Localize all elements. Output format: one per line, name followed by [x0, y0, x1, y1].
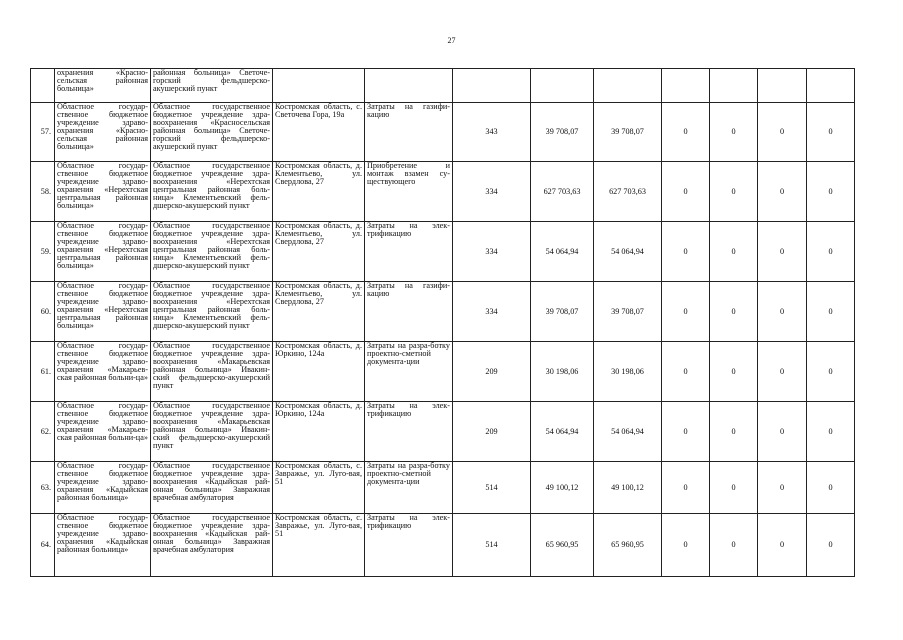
cell-code: 334 [453, 162, 531, 222]
cell-num: 59. [31, 222, 55, 282]
cell-facility: Областное государственное бюджетное учреждение здра-воохранения «Макарьевская районная больница» Ивакин-ский фельдшерско-акушерский пункт [151, 342, 273, 402]
cell-c4: 0 [807, 514, 855, 577]
cell-total: 54 064,94 [531, 222, 594, 282]
cell-name: Областное государ-ственное бюджетное учреждение здраво-охранения «Макарьев-ская районная больни-ца» [55, 402, 151, 462]
cell-address [273, 69, 365, 103]
cell-address: Костромская область, д. Клементьево, ул. Свердлова, 27 [273, 162, 365, 222]
cell-total: 30 198,06 [531, 342, 594, 402]
cell-address: Костромская область, с. Завражье, ул. Луго-вая, 51 [273, 462, 365, 514]
cell-address: Костромская область, с. Светочева Гора, 19а [273, 103, 365, 162]
cell-c2: 0 [710, 103, 758, 162]
cell-c2: 0 [710, 222, 758, 282]
cell-c3: 0 [758, 103, 807, 162]
cell-c2: 0 [710, 402, 758, 462]
cell-code: 514 [453, 514, 531, 577]
cell-c1 [662, 69, 710, 103]
cell-c1: 0 [662, 514, 710, 577]
cell-c2 [710, 69, 758, 103]
cell-num: 61. [31, 342, 55, 402]
cell-purpose: Приобретение и монтаж взамен су-ществующего [365, 162, 453, 222]
cell-purpose: Затраты на газифи-кацию [365, 103, 453, 162]
cell-facility: Областное государственное бюджетное учреждение здра-воохранения «Макарьевская районная больница» Ивакин-ский фельдшерско-акушерский пункт [151, 402, 273, 462]
cell-name: Областное государ-ственное бюджетное учреждение здраво-охранения «Кадыйская районная больница» [55, 462, 151, 514]
cell-c4: 0 [807, 282, 855, 342]
table-row [31, 342, 855, 402]
cell-c2: 0 [710, 462, 758, 514]
cell-c1: 0 [662, 103, 710, 162]
cell-address: Костромская область, д. Клементьево, ул. Свердлова, 27 [273, 222, 365, 282]
cell-c3: 0 [758, 342, 807, 402]
cell-c3: 0 [758, 462, 807, 514]
cell-address: Костромская область, д. Юркино, 124а [273, 342, 365, 402]
cell-num: 63. [31, 462, 55, 514]
cell-facility: Областное государственное бюджетное учреждение здра-воохранения «Нерехтская центральная районная боль-ница» Клементьевский фель-дшерско-акушерский пункт [151, 282, 273, 342]
cell-total: 49 100,12 [531, 462, 594, 514]
cell-facility: районная больница» Светоче-горский фельдшерско-акушерский пункт [151, 69, 273, 103]
cell-c2: 0 [710, 282, 758, 342]
cell-facility: Областное государственное бюджетное учреждение здра-воохранения «Красносельская районная больница» Светоче-горский фельдшерско-акушерский пункт [151, 103, 273, 162]
cell-total [531, 69, 594, 103]
cell-total: 54 064,94 [531, 402, 594, 462]
cell-c1: 0 [662, 222, 710, 282]
cell-name: Областное государ-ственное бюджетное учреждение здраво-охранения «Макарьев-ская районная больни-ца» [55, 342, 151, 402]
cell-c1: 0 [662, 402, 710, 462]
cell-purpose: Затраты на элек-трификацию [365, 222, 453, 282]
cell-purpose: Затраты на элек-трификацию [365, 514, 453, 577]
cell-c3 [758, 69, 807, 103]
cell-c1: 0 [662, 342, 710, 402]
table-row [31, 402, 855, 462]
cell-code [453, 69, 531, 103]
table-row [31, 282, 855, 342]
cell-name: Областное государ-ственное бюджетное учреждение здраво-охранения «Кадыйская районная больница» [55, 514, 151, 577]
cell-purpose: Затраты на газифи-кацию [365, 282, 453, 342]
cell-facility: Областное государственное бюджетное учреждение здра-воохранения «Нерехтская центральная районная боль-ница» Клементьевский фель-дшерско-акушерский пункт [151, 162, 273, 222]
table-row [31, 514, 855, 577]
cell-num: 57. [31, 103, 55, 162]
cell-c4 [807, 69, 855, 103]
cell-code: 209 [453, 402, 531, 462]
cell-c2: 0 [710, 514, 758, 577]
table-row [31, 222, 855, 282]
cell-num: 62. [31, 402, 55, 462]
cell-total: 627 703,63 [531, 162, 594, 222]
cell-c2: 0 [710, 162, 758, 222]
cell-facility: Областное государственное бюджетное учреждение здра-воохранения «Кадыйская рай-онная больница» Завражная врачебная амбулатория [151, 514, 273, 577]
cell-amount: 65 960,95 [594, 514, 662, 577]
cell-c4: 0 [807, 222, 855, 282]
cell-amount: 54 064,94 [594, 222, 662, 282]
cell-name: Областное государ-ственное бюджетное учреждение здраво-охранения «Красно-сельская районная больница» [55, 103, 151, 162]
cell-c4: 0 [807, 342, 855, 402]
table-row-continuation [31, 69, 855, 103]
cell-c3: 0 [758, 514, 807, 577]
cell-num [31, 69, 55, 103]
cell-address: Костромская область, д. Юркино, 124а [273, 402, 365, 462]
cell-amount: 30 198,06 [594, 342, 662, 402]
cell-facility: Областное государственное бюджетное учреждение здра-воохранения «Кадыйская рай-онная больница» Завражная врачебная амбулатория [151, 462, 273, 514]
cell-name: Областное государ-ственное бюджетное учреждение здраво-охранения «Нерехтская центральная районная больница» [55, 162, 151, 222]
table-row [31, 162, 855, 222]
cell-amount: 54 064,94 [594, 402, 662, 462]
cell-name: Областное государ-ственное бюджетное учреждение здраво-охранения «Нерехтская центральная районная больница» [55, 222, 151, 282]
cell-c3: 0 [758, 222, 807, 282]
cell-code: 334 [453, 282, 531, 342]
cell-purpose [365, 69, 453, 103]
page-number: 27 [447, 36, 456, 45]
budget-table [30, 68, 855, 577]
cell-c2: 0 [710, 342, 758, 402]
cell-code: 514 [453, 462, 531, 514]
cell-c4: 0 [807, 103, 855, 162]
cell-code: 343 [453, 103, 531, 162]
cell-amount [594, 69, 662, 103]
cell-code: 334 [453, 222, 531, 282]
cell-address: Костромская область, д. Клементьево, ул. Свердлова, 27 [273, 282, 365, 342]
cell-purpose: Затраты на разра-ботку проектно-сметной документа-ции [365, 342, 453, 402]
cell-purpose: Затраты на элек-трификацию [365, 402, 453, 462]
cell-name: охранения «Красно-сельская районная больница» [55, 69, 151, 103]
table-row [31, 103, 855, 162]
cell-total: 65 960,95 [531, 514, 594, 577]
cell-c3: 0 [758, 162, 807, 222]
cell-total: 39 708,07 [531, 103, 594, 162]
cell-num: 60. [31, 282, 55, 342]
cell-c4: 0 [807, 402, 855, 462]
cell-name: Областное государ-ственное бюджетное учреждение здраво-охранения «Нерехтская центральная районная больница» [55, 282, 151, 342]
cell-c4: 0 [807, 462, 855, 514]
cell-c1: 0 [662, 162, 710, 222]
cell-address: Костромская область, с. Завражье, ул. Луго-вая, 51 [273, 514, 365, 577]
cell-c3: 0 [758, 282, 807, 342]
cell-code: 209 [453, 342, 531, 402]
cell-c4: 0 [807, 162, 855, 222]
table-row [31, 462, 855, 514]
cell-amount: 49 100,12 [594, 462, 662, 514]
cell-num: 64. [31, 514, 55, 577]
cell-c3: 0 [758, 402, 807, 462]
cell-amount: 627 703,63 [594, 162, 662, 222]
cell-num: 58. [31, 162, 55, 222]
cell-amount: 39 708,07 [594, 282, 662, 342]
cell-facility: Областное государственное бюджетное учреждение здра-воохранения «Нерехтская центральная районная боль-ница» Клементьевский фель-дшерско-акушерский пункт [151, 222, 273, 282]
cell-amount: 39 708,07 [594, 103, 662, 162]
cell-total: 39 708,07 [531, 282, 594, 342]
cell-c1: 0 [662, 282, 710, 342]
cell-c1: 0 [662, 462, 710, 514]
cell-purpose: Затраты на разра-ботку проектно-сметной документа-ции [365, 462, 453, 514]
